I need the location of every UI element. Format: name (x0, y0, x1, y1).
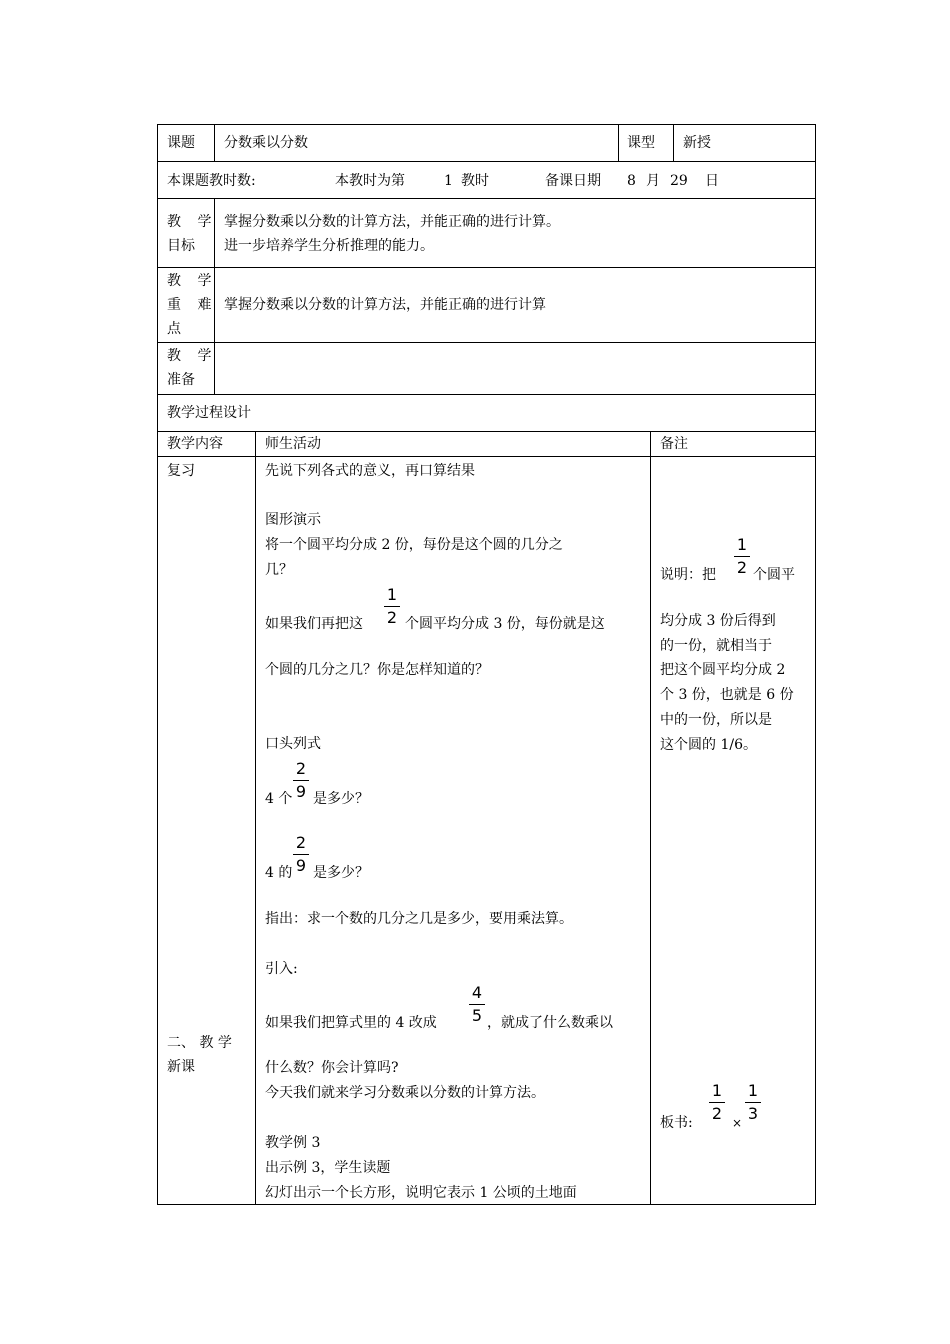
fraction-one-half: 1 2 (733, 536, 751, 577)
activity-line: 是多少？ (313, 791, 369, 807)
row-divider (157, 394, 816, 395)
note-line: 中的一份，所以是 (660, 712, 772, 728)
note-line: 个圆平 (753, 567, 795, 583)
activity-line: 如果我们把算式里的 4 改成 (265, 1015, 437, 1031)
goal-line: 进一步培养学生分析推理的能力。 (224, 238, 434, 254)
activity-line: 口头列式 (265, 736, 321, 752)
row-divider (157, 161, 816, 162)
type-value: 新授 (683, 135, 711, 151)
goal-line: 掌握分数乘以分数的计算方法，并能正确的进行计算。 (224, 214, 560, 230)
fraction-two-ninths: 2 9 (292, 760, 310, 801)
col-header-content: 教学内容 (167, 436, 223, 452)
note-line: 把这个圆平均分成 2 (660, 662, 786, 678)
col-divider (650, 431, 651, 1205)
activity-line: 教学例 3 (265, 1135, 321, 1151)
multiply-sign: × (732, 1116, 743, 1130)
col-divider (618, 124, 619, 161)
activity-line: 个圆平均分成 3 份，每份就是这 (405, 616, 605, 632)
note-line: 说明：把 (660, 567, 716, 583)
activity-line: 将一个圆平均分成 2 份，每份是这个圆的几分之 (265, 537, 563, 553)
key-points-label: 教 学 (167, 273, 218, 289)
current-hour-suffix: 教时 (461, 173, 489, 189)
fraction-two-ninths: 2 9 (292, 834, 310, 875)
note-line: 均分成 3 份后得到 (660, 613, 776, 629)
note-line: 个 3 份，也就是 6 份 (660, 687, 794, 703)
activity-line: 4 个 (265, 791, 293, 807)
preparation-label: 教 学 (167, 348, 218, 364)
activity-line: 4 的 (265, 865, 293, 881)
fraction-four-fifths: 4 5 (468, 984, 486, 1025)
activity-line: 是多少？ (313, 865, 369, 881)
key-points-text: 掌握分数乘以分数的计算方法，并能正确的进行计算 (224, 297, 546, 313)
date-label: 备课日期 (545, 173, 601, 189)
activity-line: 什么数？你会计算吗? (265, 1060, 399, 1076)
col-divider (214, 124, 215, 161)
topic-label: 课题 (167, 135, 195, 151)
new-lesson-section: 二、 教 学 (167, 1035, 232, 1051)
activity-line: 几？ (265, 562, 293, 578)
goals-label: 目标 (167, 238, 195, 254)
review-section: 复习 (167, 463, 195, 479)
row-divider (157, 198, 816, 199)
note-line: 这个圆的 1/6。 (660, 737, 757, 753)
fraction-one-third: 1 3 (744, 1082, 762, 1123)
col-header-notes: 备注 (660, 436, 688, 452)
activity-line: 引入: (265, 961, 298, 977)
preparation-label: 准备 (167, 372, 195, 388)
note-line: 的一份，就相当于 (660, 638, 772, 654)
hours-label: 本课题教时数: (167, 173, 256, 189)
type-label: 课型 (627, 135, 655, 151)
row-divider (157, 342, 816, 343)
board-label: 板书: (660, 1115, 693, 1131)
key-points-label: 重 难 (167, 297, 218, 313)
row-divider (157, 267, 816, 268)
fraction-one-half: 1 2 (708, 1082, 726, 1123)
current-hour-number: 1 (444, 173, 453, 189)
activity-line: 出示例 3，学生读题 (265, 1160, 391, 1176)
activity-line: 如果我们再把这 (265, 616, 363, 632)
fraction-one-half: 1 2 (383, 586, 401, 627)
activity-line: 个圆的几分之几？你是怎样知道的？ (265, 662, 489, 678)
topic-value: 分数乘以分数 (224, 135, 308, 151)
activity-line: 先说下列各式的意义，再口算结果 (265, 463, 475, 479)
col-divider (673, 124, 674, 161)
col-header-activity: 师生活动 (265, 436, 321, 452)
activity-line: 今天我们就来学习分数乘以分数的计算方法。 (265, 1085, 545, 1101)
date-day: 29 (670, 173, 688, 189)
goals-label: 教 学 (167, 214, 218, 230)
new-lesson-section: 新课 (167, 1059, 195, 1075)
date-month: 8 (627, 173, 636, 189)
activity-line: 图形演示 (265, 512, 321, 528)
activity-line: 指出：求一个数的几分之几是多少，要用乘法算。 (265, 911, 573, 927)
col-divider (255, 431, 256, 1205)
key-points-label: 点 (167, 321, 181, 337)
process-section-title: 教学过程设计 (167, 405, 251, 421)
activity-line: ，就成了什么数乘以 (487, 1015, 613, 1031)
date-month-unit: 月 (646, 173, 660, 189)
activity-line: 幻灯出示一个长方形，说明它表示 1 公顷的土地面 (265, 1185, 577, 1201)
date-day-unit: 日 (705, 173, 719, 189)
current-hour-prefix: 本教时为第 (335, 173, 405, 189)
